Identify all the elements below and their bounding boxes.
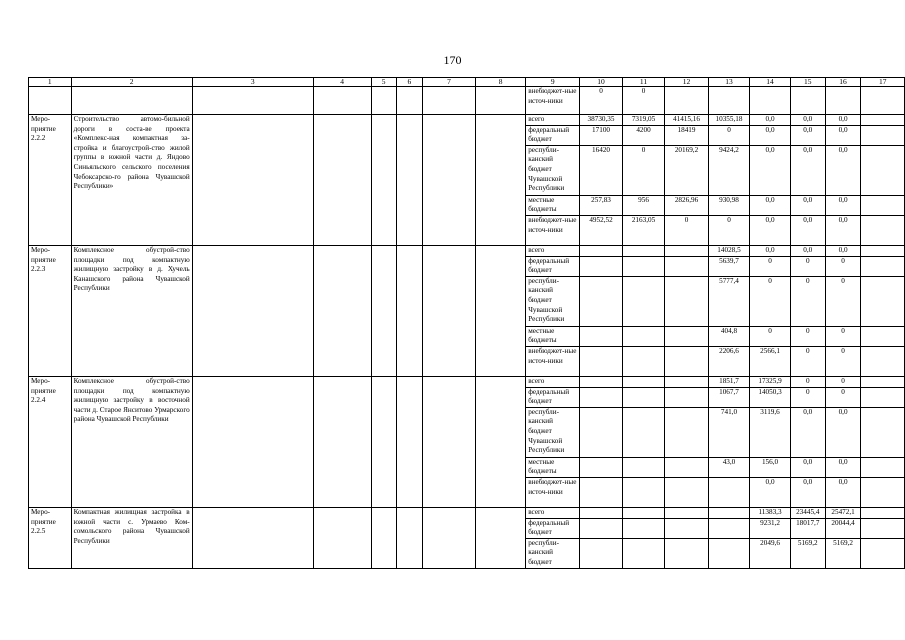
value-cell: 2163,05 — [622, 215, 665, 245]
empty-cell — [861, 115, 905, 126]
value-cell: 16420 — [580, 145, 623, 195]
value-cell: 43,0 — [708, 457, 750, 477]
value-cell — [622, 538, 665, 568]
column-header: 9 — [526, 78, 580, 87]
value-cell: 17100 — [580, 125, 623, 145]
value-cell: 0 — [790, 387, 825, 407]
column-header: 10 — [580, 78, 623, 87]
value-cell — [622, 407, 665, 457]
empty-cell — [861, 407, 905, 457]
table-row — [29, 376, 905, 387]
empty-cell — [371, 507, 396, 568]
column-header: 13 — [708, 78, 750, 87]
value-cell: 0 — [708, 215, 750, 245]
empty-cell — [192, 87, 313, 115]
empty-cell — [861, 125, 905, 145]
funding-source: республи-канский бюджет Чувашской Республики — [526, 145, 580, 195]
empty-cell — [423, 115, 476, 246]
value-cell: 0 — [580, 87, 623, 115]
value-cell: 0 — [790, 326, 825, 346]
column-header: 4 — [313, 78, 371, 87]
empty-cell — [396, 376, 422, 507]
column-header: 12 — [665, 78, 708, 87]
value-cell — [708, 477, 750, 507]
value-cell — [580, 276, 623, 326]
value-cell — [580, 346, 623, 376]
value-cell — [665, 457, 708, 477]
value-cell: 4952,52 — [580, 215, 623, 245]
value-cell — [665, 245, 708, 256]
page-number: 170 — [443, 53, 462, 67]
empty-cell — [861, 387, 905, 407]
value-cell: 741,0 — [708, 407, 750, 457]
value-cell — [622, 507, 665, 518]
value-cell: 0 — [825, 326, 861, 346]
column-header: 1 — [29, 78, 72, 87]
budget-table — [28, 77, 905, 569]
empty-cell — [861, 457, 905, 477]
value-cell: 0,0 — [790, 195, 825, 215]
value-cell — [665, 538, 708, 568]
empty-cell — [861, 326, 905, 346]
value-cell — [622, 457, 665, 477]
funding-source: всего — [526, 115, 580, 126]
value-cell: 11383,3 — [750, 507, 791, 518]
table-row — [29, 245, 905, 256]
empty-cell — [861, 477, 905, 507]
value-cell: 18017,7 — [790, 518, 825, 538]
value-cell: 0,0 — [750, 125, 791, 145]
value-cell: 20169,2 — [665, 145, 708, 195]
value-cell: 20044,4 — [825, 518, 861, 538]
value-cell: 0,0 — [790, 477, 825, 507]
value-cell: 0 — [750, 276, 791, 326]
column-header: 16 — [825, 78, 861, 87]
empty-cell — [396, 507, 422, 568]
funding-source: республи-канский бюджет Чувашской Республики — [526, 407, 580, 457]
funding-source: федеральный бюджет — [526, 518, 580, 538]
value-cell: 1851,7 — [708, 376, 750, 387]
funding-source: местные бюджеты — [526, 457, 580, 477]
value-cell — [580, 326, 623, 346]
value-cell — [665, 346, 708, 376]
value-cell: 9231,2 — [750, 518, 791, 538]
value-cell: 0,0 — [825, 407, 861, 457]
column-header: 5 — [371, 78, 396, 87]
empty-cell — [396, 87, 422, 115]
empty-cell — [861, 245, 905, 256]
value-cell: 0,0 — [750, 115, 791, 126]
value-cell: 0,0 — [790, 457, 825, 477]
empty-cell — [313, 507, 371, 568]
funding-source: внебюджет-ные источ-ники — [526, 87, 580, 115]
value-cell: 2826,96 — [665, 195, 708, 215]
value-cell: 0 — [825, 387, 861, 407]
empty-cell — [313, 115, 371, 246]
value-cell: 10355,18 — [708, 115, 750, 126]
value-cell: 930,98 — [708, 195, 750, 215]
activity-description: Компактная жилищная застройка в южной части с. Урмаево Ком-сомольского района Чувашской Республики — [71, 507, 192, 568]
value-cell — [622, 376, 665, 387]
activity-name: Меро-приятие 2.2.4 — [29, 376, 72, 507]
empty-cell — [192, 115, 313, 246]
funding-source: федеральный бюджет — [526, 387, 580, 407]
column-header: 15 — [790, 78, 825, 87]
value-cell: 5777,4 — [708, 276, 750, 326]
value-cell: 0,0 — [790, 245, 825, 256]
value-cell: 0,0 — [825, 245, 861, 256]
value-cell: 0 — [622, 87, 665, 115]
value-cell — [622, 477, 665, 507]
funding-source: всего — [526, 507, 580, 518]
value-cell: 0 — [750, 256, 791, 276]
activity-name: Меро-приятие 2.2.3 — [29, 245, 72, 376]
value-cell: 0 — [790, 376, 825, 387]
value-cell: 0,0 — [750, 195, 791, 215]
header-row — [29, 78, 905, 87]
funding-source: всего — [526, 245, 580, 256]
empty-cell — [476, 507, 526, 568]
value-cell — [580, 376, 623, 387]
value-cell — [622, 346, 665, 376]
value-cell: 38730,35 — [580, 115, 623, 126]
value-cell: 257,83 — [580, 195, 623, 215]
value-cell: 0 — [790, 256, 825, 276]
value-cell: 0,0 — [825, 145, 861, 195]
value-cell: 0,0 — [790, 145, 825, 195]
value-cell: 0,0 — [750, 245, 791, 256]
empty-cell — [371, 115, 396, 246]
empty-cell — [192, 507, 313, 568]
table-row — [29, 87, 905, 115]
value-cell: 5169,2 — [790, 538, 825, 568]
value-cell: 5639,7 — [708, 256, 750, 276]
funding-source: внебюджет-ные источ-ники — [526, 477, 580, 507]
value-cell — [580, 407, 623, 457]
value-cell: 0 — [825, 376, 861, 387]
value-cell: 0,0 — [790, 115, 825, 126]
value-cell: 0,0 — [750, 145, 791, 195]
empty-cell — [861, 346, 905, 376]
value-cell: 3119,6 — [750, 407, 791, 457]
empty-cell — [192, 245, 313, 376]
value-cell: 0,0 — [790, 215, 825, 245]
value-cell: 0,0 — [790, 125, 825, 145]
column-header: 11 — [622, 78, 665, 87]
value-cell: 0,0 — [825, 457, 861, 477]
value-cell — [665, 507, 708, 518]
value-cell — [665, 387, 708, 407]
value-cell — [750, 87, 791, 115]
value-cell — [708, 87, 750, 115]
empty-cell — [861, 276, 905, 326]
value-cell: 4200 — [622, 125, 665, 145]
empty-cell — [396, 115, 422, 246]
value-cell: 0,0 — [790, 407, 825, 457]
value-cell: 0 — [825, 256, 861, 276]
empty-cell — [423, 87, 476, 115]
column-header: 3 — [192, 78, 313, 87]
value-cell — [622, 326, 665, 346]
funding-source: внебюджет-ные источ-ники — [526, 346, 580, 376]
value-cell — [665, 407, 708, 457]
value-cell: 0 — [825, 276, 861, 326]
empty-cell — [313, 87, 371, 115]
value-cell: 7319,05 — [622, 115, 665, 126]
funding-source: республи-канский бюджет — [526, 538, 580, 568]
value-cell: 5169,2 — [825, 538, 861, 568]
empty-cell — [861, 215, 905, 245]
empty-cell — [29, 87, 72, 115]
value-cell — [665, 376, 708, 387]
value-cell — [580, 507, 623, 518]
empty-cell — [861, 376, 905, 387]
value-cell: 14028,5 — [708, 245, 750, 256]
value-cell: 17325,9 — [750, 376, 791, 387]
value-cell — [580, 538, 623, 568]
funding-source: внебюджет-ные источ-ники — [526, 215, 580, 245]
empty-cell — [861, 507, 905, 518]
value-cell: 25472,1 — [825, 507, 861, 518]
table-row — [29, 115, 905, 126]
empty-cell — [476, 376, 526, 507]
column-header: 14 — [750, 78, 791, 87]
empty-cell — [861, 538, 905, 568]
value-cell: 0,0 — [825, 477, 861, 507]
activity-description: Комплексное обустрой-ство площадки под компактную жилищную застройку в д. Хучель Канашского района Чувашской Республики — [71, 245, 192, 376]
value-cell — [665, 326, 708, 346]
value-cell — [790, 87, 825, 115]
value-cell — [665, 518, 708, 538]
value-cell: 41415,16 — [665, 115, 708, 126]
value-cell: 2566,1 — [750, 346, 791, 376]
value-cell: 23445,4 — [790, 507, 825, 518]
empty-cell — [861, 518, 905, 538]
empty-cell — [861, 195, 905, 215]
value-cell: 2206,6 — [708, 346, 750, 376]
value-cell: 156,0 — [750, 457, 791, 477]
value-cell — [708, 507, 750, 518]
value-cell: 0 — [825, 346, 861, 376]
value-cell — [708, 518, 750, 538]
funding-source: всего — [526, 376, 580, 387]
empty-cell — [396, 245, 422, 376]
value-cell — [580, 477, 623, 507]
value-cell — [622, 245, 665, 256]
value-cell: 0 — [790, 276, 825, 326]
value-cell: 2049,6 — [750, 538, 791, 568]
value-cell — [580, 245, 623, 256]
empty-cell — [192, 376, 313, 507]
value-cell — [665, 256, 708, 276]
value-cell: 0 — [665, 215, 708, 245]
empty-cell — [476, 115, 526, 246]
activity-description: Комплексное обустрой-ство площадки под компактную жилищную застройку в восточной части д. Старое Янситово Урмарского района Чувашской Республики — [71, 376, 192, 507]
value-cell: 956 — [622, 195, 665, 215]
value-cell: 0 — [750, 326, 791, 346]
empty-cell — [423, 376, 476, 507]
value-cell: 14050,3 — [750, 387, 791, 407]
value-cell — [708, 538, 750, 568]
value-cell — [622, 256, 665, 276]
column-header: 6 — [396, 78, 422, 87]
value-cell — [580, 457, 623, 477]
empty-cell — [371, 87, 396, 115]
value-cell: 0,0 — [825, 215, 861, 245]
activity-name: Меро-приятие 2.2.5 — [29, 507, 72, 568]
column-header: 17 — [861, 78, 905, 87]
funding-source: местные бюджеты — [526, 326, 580, 346]
empty-cell — [313, 376, 371, 507]
value-cell — [665, 477, 708, 507]
activity-description: Строительство автомо-бильной дороги в соста-ве проекта «Комплекс-ная компактная за-стройка и благоустрой-ство жилой группы в южной части д. Яндово Синьяльского сельского поселения Чебоксарско-го района Чувашской Республики» — [71, 115, 192, 246]
value-cell: 18419 — [665, 125, 708, 145]
empty-cell — [861, 87, 905, 115]
value-cell — [665, 276, 708, 326]
empty-cell — [371, 376, 396, 507]
empty-cell — [371, 245, 396, 376]
empty-cell — [423, 507, 476, 568]
value-cell: 0 — [622, 145, 665, 195]
value-cell: 1067,7 — [708, 387, 750, 407]
value-cell — [622, 387, 665, 407]
value-cell: 0 — [790, 346, 825, 376]
column-header: 2 — [71, 78, 192, 87]
value-cell — [665, 87, 708, 115]
funding-source: федеральный бюджет — [526, 256, 580, 276]
value-cell — [825, 87, 861, 115]
funding-source: местные бюджеты — [526, 195, 580, 215]
value-cell: 404,8 — [708, 326, 750, 346]
value-cell: 0,0 — [750, 215, 791, 245]
value-cell — [622, 276, 665, 326]
empty-cell — [476, 245, 526, 376]
value-cell: 9424,2 — [708, 145, 750, 195]
empty-cell — [313, 245, 371, 376]
funding-source: федеральный бюджет — [526, 125, 580, 145]
empty-cell — [423, 245, 476, 376]
value-cell: 0 — [708, 125, 750, 145]
activity-name: Меро-приятие 2.2.2 — [29, 115, 72, 246]
empty-cell — [71, 87, 192, 115]
value-cell — [580, 518, 623, 538]
column-header: 7 — [423, 78, 476, 87]
value-cell — [622, 518, 665, 538]
empty-cell — [861, 256, 905, 276]
value-cell — [580, 387, 623, 407]
value-cell: 0,0 — [825, 195, 861, 215]
empty-cell — [861, 145, 905, 195]
value-cell: 0,0 — [750, 477, 791, 507]
empty-cell — [476, 87, 526, 115]
funding-source: республи-канский бюджет Чувашской Республики — [526, 276, 580, 326]
column-header: 8 — [476, 78, 526, 87]
value-cell — [580, 256, 623, 276]
value-cell: 0,0 — [825, 115, 861, 126]
table-row — [29, 507, 905, 518]
value-cell: 0,0 — [825, 125, 861, 145]
